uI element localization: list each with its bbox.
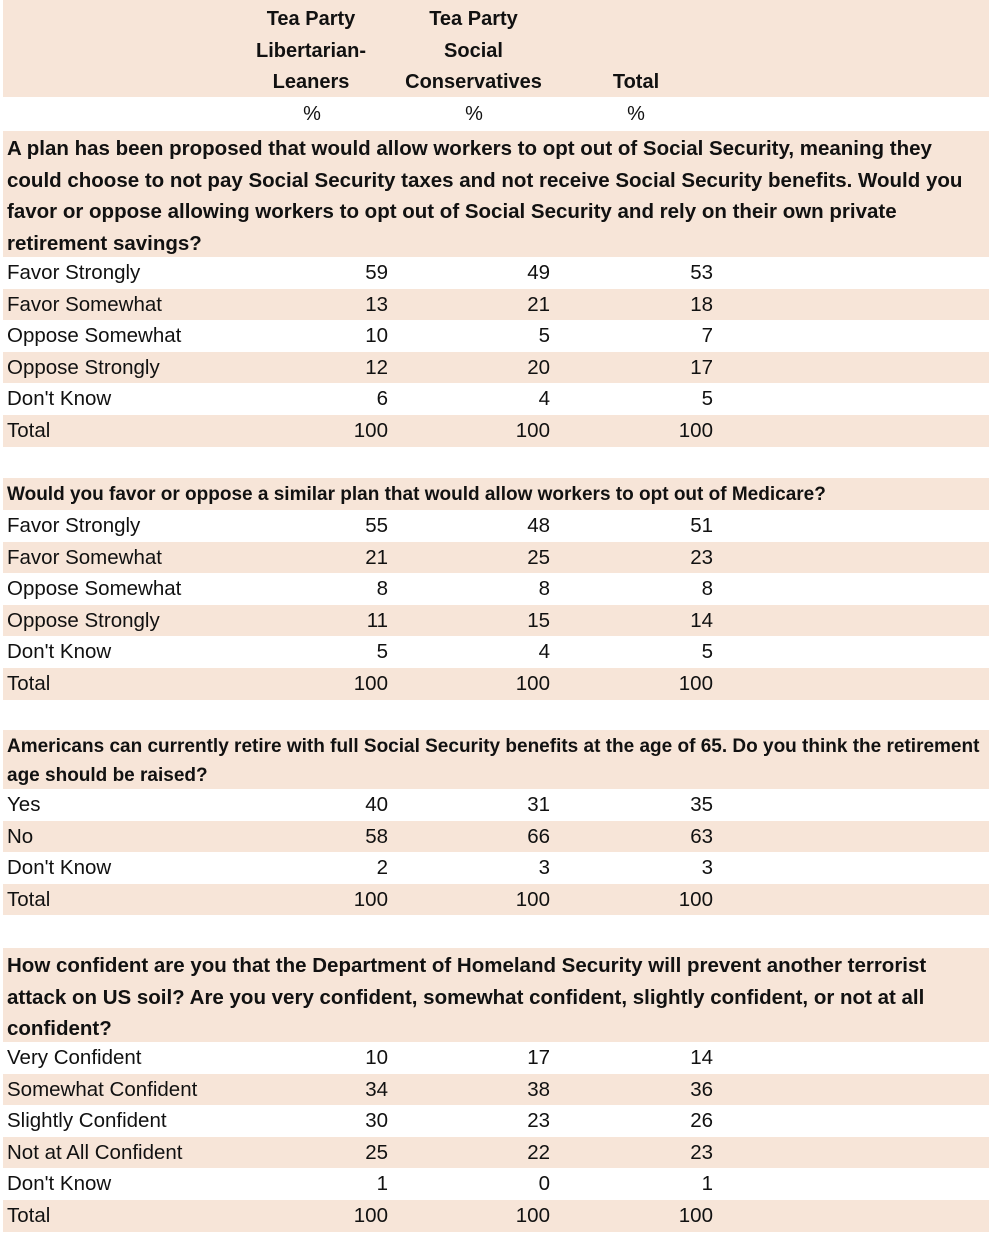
- column-header-social-conservatives: [391, 4, 556, 99]
- cell-value: 21: [365, 545, 388, 569]
- cell-value: 17: [527, 1046, 550, 1069]
- table-header: [3, 0, 989, 97]
- cell-value: 51: [690, 514, 713, 537]
- row-label: Favor Strongly: [7, 261, 141, 284]
- header-line: Tea Party: [266, 8, 356, 30]
- table-row: [3, 352, 989, 384]
- cell-value: 8: [538, 577, 550, 601]
- table-row: [3, 383, 989, 415]
- table-row: [3, 289, 989, 321]
- cell-value: 12: [365, 355, 388, 379]
- table-row: [3, 257, 989, 289]
- question-text: Americans can currently retire with full Social Security benefits at the age of 65. Do you think the retirement age should be raised?: [3, 730, 989, 789]
- header-line: Tea Party: [429, 8, 518, 30]
- cell-value: 53: [690, 261, 713, 284]
- cell-value: 31: [527, 793, 550, 816]
- row-label: Total: [7, 887, 51, 911]
- cell-value: 4: [538, 640, 550, 664]
- table-row: [3, 1074, 989, 1106]
- cell-value: 14: [690, 1046, 713, 1069]
- row-label: Oppose Strongly: [7, 355, 160, 379]
- header-line: Total: [612, 71, 660, 93]
- cell-value: 0: [538, 1172, 550, 1196]
- cell-value: 10: [365, 1046, 388, 1069]
- cell-value: 3: [538, 856, 550, 880]
- cell-value: 5: [376, 640, 388, 664]
- cell-value: 100: [678, 887, 713, 911]
- cell-value: 18: [690, 292, 713, 316]
- cell-value: 100: [515, 887, 550, 911]
- row-label: Total: [7, 419, 51, 442]
- cell-value: 100: [353, 419, 388, 442]
- cell-value: 36: [690, 1077, 713, 1101]
- table-row: [3, 320, 989, 352]
- cell-value: 40: [365, 793, 388, 816]
- cell-value: 8: [701, 577, 713, 601]
- cell-value: 6: [376, 387, 388, 411]
- cell-value: 59: [365, 261, 388, 284]
- cell-value: 23: [527, 1109, 550, 1133]
- question-text: Would you favor or oppose a similar plan that would allow workers to opt out of Medicare?: [3, 478, 989, 510]
- table-row: [3, 1042, 989, 1074]
- row-label: Total: [7, 672, 51, 695]
- cell-value: 63: [690, 824, 713, 848]
- cell-value: 14: [690, 608, 713, 632]
- header-line: Social: [444, 39, 503, 62]
- cell-value: 23: [690, 545, 713, 569]
- cell-value: 100: [353, 1204, 388, 1227]
- row-label: Don't Know: [7, 387, 112, 411]
- table-row: [3, 542, 989, 574]
- table-row: [3, 789, 989, 821]
- cell-value: 100: [515, 1204, 550, 1227]
- cell-value: 26: [690, 1109, 713, 1133]
- cell-value: 11: [366, 608, 388, 632]
- cell-value: 4: [538, 387, 550, 411]
- cell-value: 7: [701, 324, 713, 348]
- row-label: Yes: [7, 793, 41, 816]
- percent-label: %: [465, 103, 483, 125]
- table-row: [3, 1200, 989, 1232]
- cell-value: 1: [701, 1172, 713, 1196]
- table-row: [3, 1105, 989, 1137]
- header-line: Conservatives: [405, 71, 542, 93]
- cell-value: 15: [527, 608, 550, 632]
- cell-value: 1: [376, 1172, 388, 1196]
- column-header-total: [586, 67, 686, 99]
- table-row: [3, 821, 989, 853]
- cell-value: 13: [365, 292, 388, 316]
- cell-value: 3: [701, 856, 713, 880]
- percent-label: %: [303, 103, 321, 125]
- row-label: Don't Know: [7, 856, 112, 880]
- row-label: Favor Strongly: [7, 514, 141, 537]
- cell-value: 48: [527, 514, 550, 537]
- row-label: Favor Somewhat: [7, 292, 162, 316]
- cell-value: 49: [527, 261, 550, 284]
- percent-label: %: [627, 103, 645, 125]
- cell-value: 100: [678, 419, 713, 442]
- cell-value: 5: [701, 640, 713, 664]
- cell-value: 25: [527, 545, 550, 569]
- cell-value: 22: [527, 1140, 550, 1164]
- row-label: Favor Somewhat: [7, 545, 162, 569]
- cell-value: 25: [365, 1140, 388, 1164]
- question-text: A plan has been proposed that would allow workers to opt out of Social Security, meaning they could choose to not pay Social Security taxes and not receive Social Security benefits. Would you favor or oppose allowing workers to opt out of Social Security and rely on their own private retirement savings?: [3, 131, 989, 257]
- table-row: [3, 668, 989, 700]
- table-row: [3, 852, 989, 884]
- cell-value: 100: [353, 887, 388, 911]
- row-label: Somewhat Confident: [7, 1077, 198, 1101]
- row-label: Slightly Confident: [7, 1109, 167, 1133]
- table-row: [3, 510, 989, 542]
- cell-value: 5: [538, 324, 550, 348]
- question-text: How confident are you that the Department of Homeland Security will prevent another terrorist attack on US soil? Are you very confident, somewhat confident, slightly confident, or not at all confident?: [3, 948, 989, 1042]
- cell-value: 66: [527, 824, 550, 848]
- table-row: [3, 605, 989, 637]
- cell-value: 17: [690, 355, 713, 379]
- cell-value: 58: [365, 824, 388, 848]
- cell-value: 100: [353, 672, 388, 695]
- row-label: Total: [7, 1204, 51, 1227]
- cell-value: 20: [527, 355, 550, 379]
- cell-value: 10: [365, 324, 388, 348]
- cell-value: 21: [527, 292, 550, 316]
- cell-value: 100: [515, 419, 550, 442]
- header-line: Libertarian-: [255, 39, 367, 62]
- table-row: [3, 884, 989, 916]
- cell-value: 100: [515, 672, 550, 695]
- row-label: Not at All Confident: [7, 1140, 183, 1164]
- row-label: Don't Know: [7, 640, 112, 664]
- cell-value: 100: [678, 1204, 713, 1227]
- row-label: Oppose Somewhat: [7, 577, 182, 601]
- row-label: Oppose Strongly: [7, 608, 160, 632]
- table-row: [3, 636, 989, 668]
- cell-value: 30: [365, 1109, 388, 1133]
- cell-value: 100: [678, 672, 713, 695]
- cell-value: 2: [376, 856, 388, 880]
- table-row: [3, 1137, 989, 1169]
- row-label: Don't Know: [7, 1172, 112, 1196]
- column-header-libertarian-leaners: [231, 4, 391, 99]
- cell-value: 34: [365, 1077, 388, 1101]
- row-label: Oppose Somewhat: [7, 324, 182, 348]
- cell-value: 23: [690, 1140, 713, 1164]
- table-row: [3, 1168, 989, 1200]
- cell-value: 55: [365, 514, 388, 537]
- table-row: [3, 415, 989, 447]
- cell-value: 38: [527, 1077, 550, 1101]
- percent-row: [0, 97, 990, 129]
- table-row: [3, 573, 989, 605]
- row-label: No: [7, 824, 34, 848]
- row-label: Very Confident: [7, 1046, 142, 1069]
- cell-value: 8: [376, 577, 388, 601]
- cell-value: 35: [690, 793, 713, 816]
- cell-value: 5: [701, 387, 713, 411]
- header-line: Leaners: [272, 71, 350, 93]
